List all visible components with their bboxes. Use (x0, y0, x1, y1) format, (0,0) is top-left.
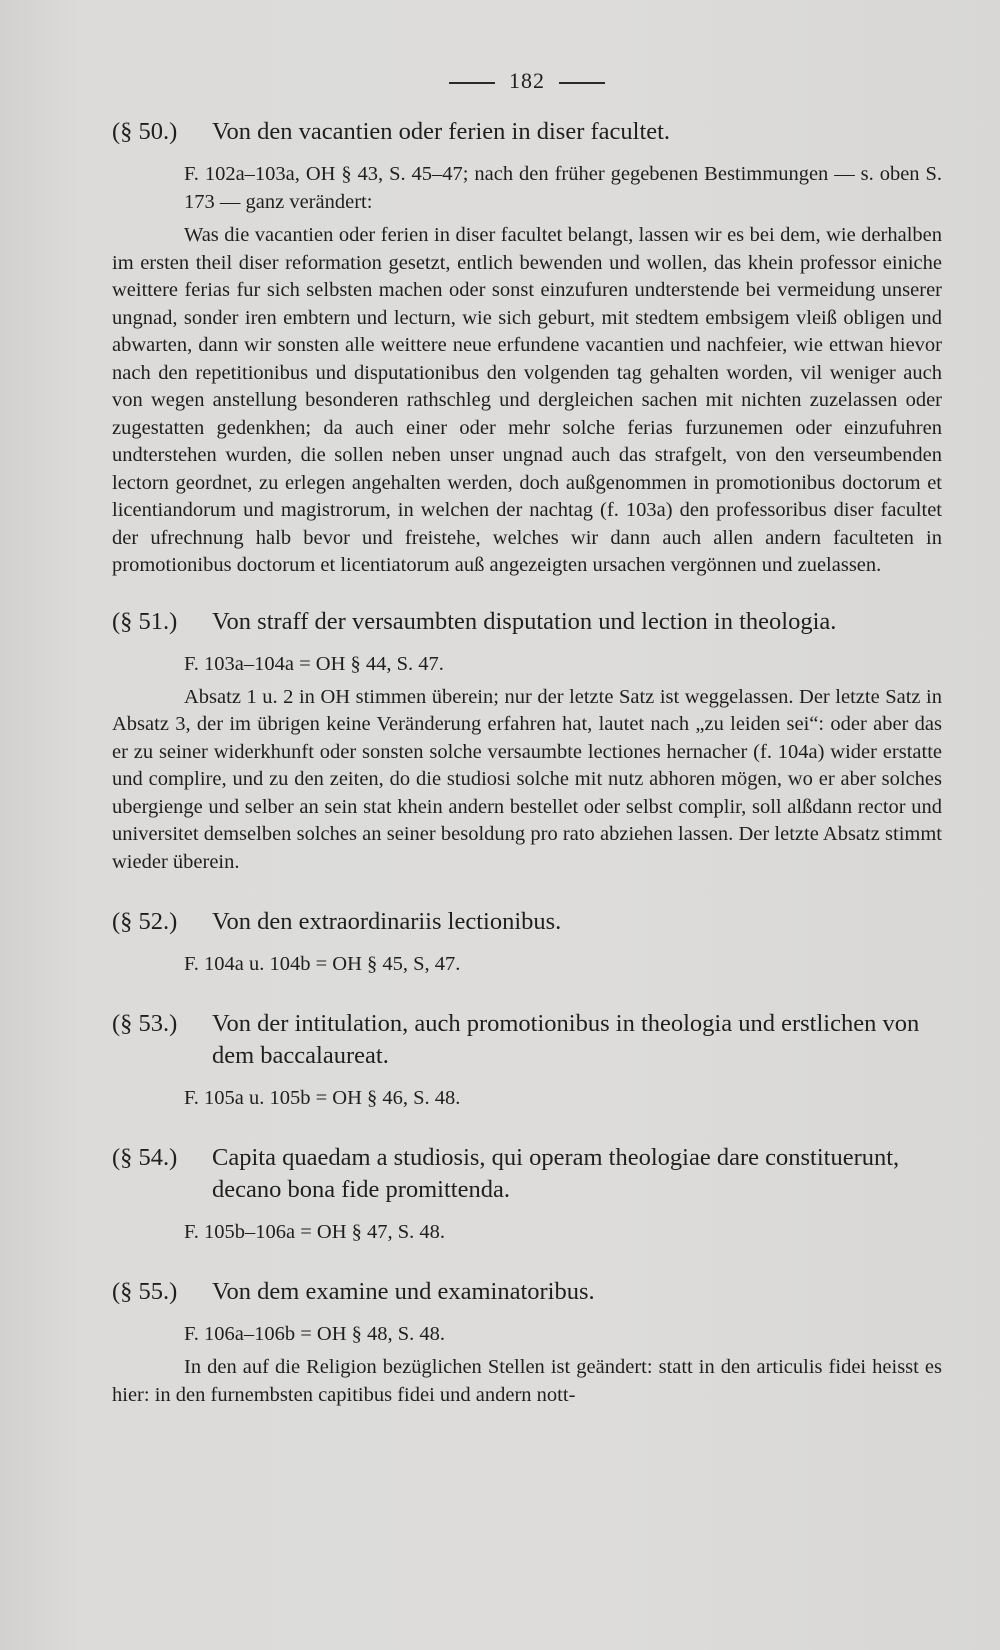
section-title: Von dem examine und examinatoribus. (212, 1278, 595, 1305)
rule-right (559, 82, 605, 84)
section-title: Von der intitulation, auch promotionibus in theologia und erstlichen von dem baccalaureat. (212, 1010, 920, 1069)
section-title: Von straff der versaumbten disputation und lection in theologia. (212, 607, 837, 635)
section-heading (112, 906, 942, 938)
section-number: (§ 50.) (112, 118, 178, 145)
section-heading (112, 1008, 942, 1072)
section-reference: F. 103a–104a = OH § 44, S. 47. (184, 652, 444, 675)
section-number: (§ 55.) (112, 1278, 178, 1305)
section-54 (112, 1142, 942, 1246)
section-51 (112, 606, 942, 877)
section-reference: F. 105a u. 105b = OH § 46, S. 48. (184, 1087, 461, 1109)
section-title: Von den extraordinariis lectionibus. (212, 908, 562, 935)
section-55 (112, 1276, 942, 1409)
page-number: 182 (112, 68, 942, 94)
section-number: (§ 51.) (112, 607, 178, 635)
section-title: Capita quaedam a studiosis, qui operam theologiae dare constituerunt, decano bona fide promittenda. (212, 1144, 900, 1203)
section-reference: F. 104a u. 104b = OH § 45, S, 47. (184, 953, 461, 975)
section-heading (112, 1276, 942, 1308)
section-body: Absatz 1 u. 2 in OH stimmen überein; nur der letzte Satz ist weggelassen. Der letzte Satz in Absatz 3, der im übrigen keine Veränderung erfahren hat, lautet nach „zu leiden sei“: oder aber das er zu seiner widerkhunft oder sonsten solche versaumbte lectiones hernacher (f. 104a) wider erstatte und complire, und zu den zeiten, do die studiosi solche mit nutz abhoren mögen, wo er aber solches ubergienge und selber an sein stat khein andern bestellet oder selbst complir, soll alßdann rector und universitet demselben solches an seiner besoldung pro rato abziehen lassen. Der letzte Absatz stimmt wieder überein. (112, 685, 942, 873)
section-heading (112, 606, 942, 638)
section-reference: F. 105b–106a = OH § 47, S. 48. (184, 1221, 446, 1243)
section-number: (§ 52.) (112, 908, 178, 935)
section-heading (112, 116, 942, 148)
section-body: Was die vacantien oder ferien in diser facultet belangt, lassen wir es bei dem, wie derhalben im ersten theil diser reformation gesetzt, entlich bewenden und wollen, das khein professor einiche weittere ferias fur sich selbsten machen oder sonst einzufuren undterstende bei vermeidung unserer ungnad, sonder iren embtern und lecturn, wie sich geburt, mit stedtem embsigem vleiß obligen und abwarten, dann wir sonsten alle weittere neue erfundene vacantien und nachfeier, wie ettwan hievor nach den repetitionibus und disputationibus den volgenden tag gehalten worden, vil weniger auch von wegen anstellung besonderen rathschleg und dergleichen sachen mit nichten zuzelassen oder zugestatten gedenkhen; da auch einer oder mehr solche ferias furzunemen oder einzufuhren undterstehen wurden, die sollen neben unser ungnad auch das strafgelt, von den verseumbenden lectorn geordnet, zu erlegen angehalten werden, doch außgenommen in promotionibus doctorum et licentiandorum und magistrorum, in welchen der nachtag (f. 103a) den professoribus diser facultet der ufrechnung halb bevor und freistehe, welches wir dann auch allen andern faculteten in promotionibus doctorum et licentiatorum auß angezeigten ursachen vergönnen und zuelassen. (112, 224, 942, 576)
section-53 (112, 1008, 942, 1112)
rule-left (449, 82, 495, 84)
section-title: Von den vacantien oder ferien in diser facultet. (212, 118, 671, 145)
section-heading (112, 1142, 942, 1206)
section-body: In den auf die Religion bezüglichen Stellen ist geändert: statt in den articulis fidei heisst es hier: in den furnembsten capitibus fidei und andern nott- (112, 1356, 942, 1406)
section-50 (112, 116, 942, 580)
section-number: (§ 54.) (112, 1144, 178, 1171)
section-reference: F. 102a–103a, OH § 43, S. 45–47; nach den früher gegebenen Bestimmungen — s. oben S. 173 — ganz verändert: (184, 163, 942, 213)
section-reference: F. 106a–106b = OH § 48, S. 48. (184, 1323, 446, 1345)
section-number: (§ 53.) (112, 1010, 178, 1037)
section-52 (112, 906, 942, 978)
